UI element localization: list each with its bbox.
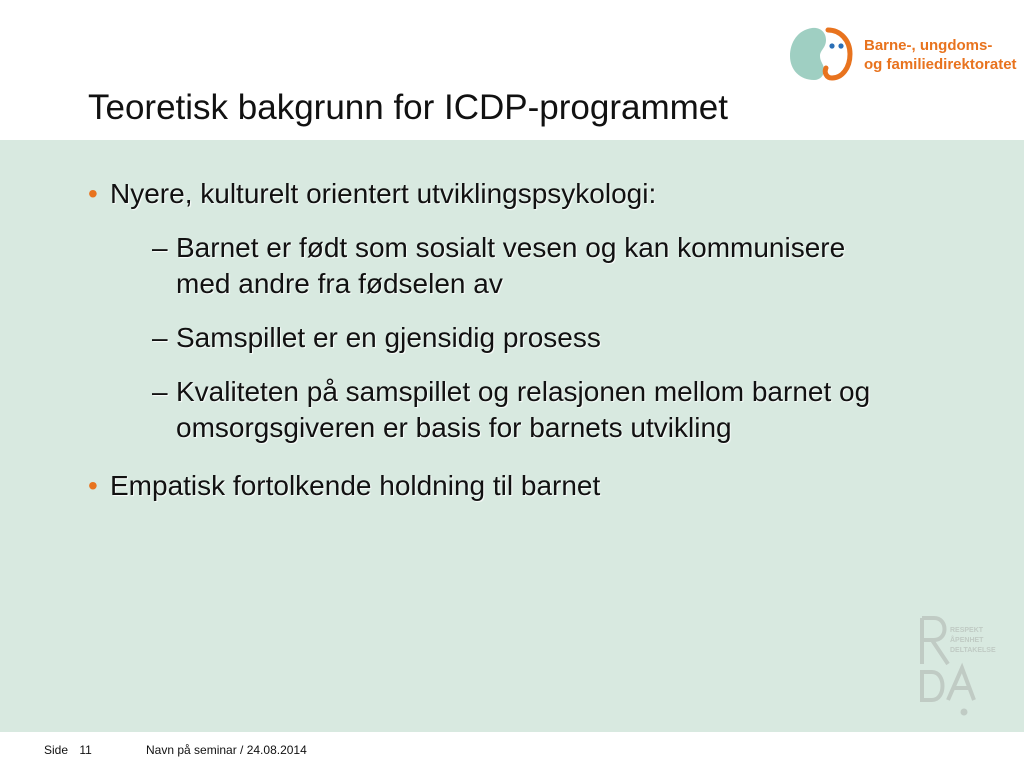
bullet-item	[88, 176, 888, 212]
slide-header	[0, 0, 1024, 140]
bullet-list	[88, 176, 888, 504]
sub-bullet-item	[152, 230, 888, 302]
sub-bullet-marker: –	[152, 376, 168, 407]
sub-bullet-text: Barnet er født som sosialt vesen og kan kommunisere med andre fra fødselen av	[176, 232, 846, 299]
footer-info: Navn på seminar / 24.08.2014	[146, 743, 307, 757]
watermark-word: DELTAKELSE	[950, 647, 996, 654]
page-indicator	[44, 743, 100, 757]
sub-bullet-marker: –	[152, 322, 168, 353]
logo-line-1: Barne-, ungdoms-	[864, 37, 993, 54]
slide-title: Teoretisk bakgrunn for ICDP-programmet	[88, 88, 728, 127]
face-logo-icon	[786, 24, 858, 84]
watermark-words	[950, 626, 996, 656]
bullet-marker: •	[88, 470, 98, 501]
bullet-text: Empatisk fortolkende holdning til barnet	[110, 470, 601, 501]
values-watermark	[912, 614, 996, 718]
sub-bullet-item	[152, 320, 888, 356]
bullet-marker: •	[88, 178, 98, 209]
sub-bullet-text: Samspillet er en gjensidig prosess	[176, 322, 601, 353]
page-number: 11	[79, 743, 92, 757]
logo-text	[864, 36, 1017, 74]
sub-bullet-text: Kvaliteten på samspillet og relasjonen mellom barnet og omsorgsgiveren er basis for barnets utvikling	[176, 376, 871, 443]
slide-footer	[0, 732, 1024, 768]
bullet-item	[88, 468, 888, 504]
watermark-word: RESPEKT	[950, 627, 984, 634]
organization-logo	[786, 24, 1016, 84]
watermark-word: ÅPENHET	[950, 637, 984, 644]
bullet-text: Nyere, kulturelt orientert utviklingspsykologi:	[110, 178, 657, 209]
page-label: Side	[44, 743, 69, 757]
sub-bullet-item	[152, 374, 888, 446]
sub-bullet-marker: –	[152, 232, 168, 263]
logo-line-2: og familiedirektoratet	[864, 56, 1017, 73]
